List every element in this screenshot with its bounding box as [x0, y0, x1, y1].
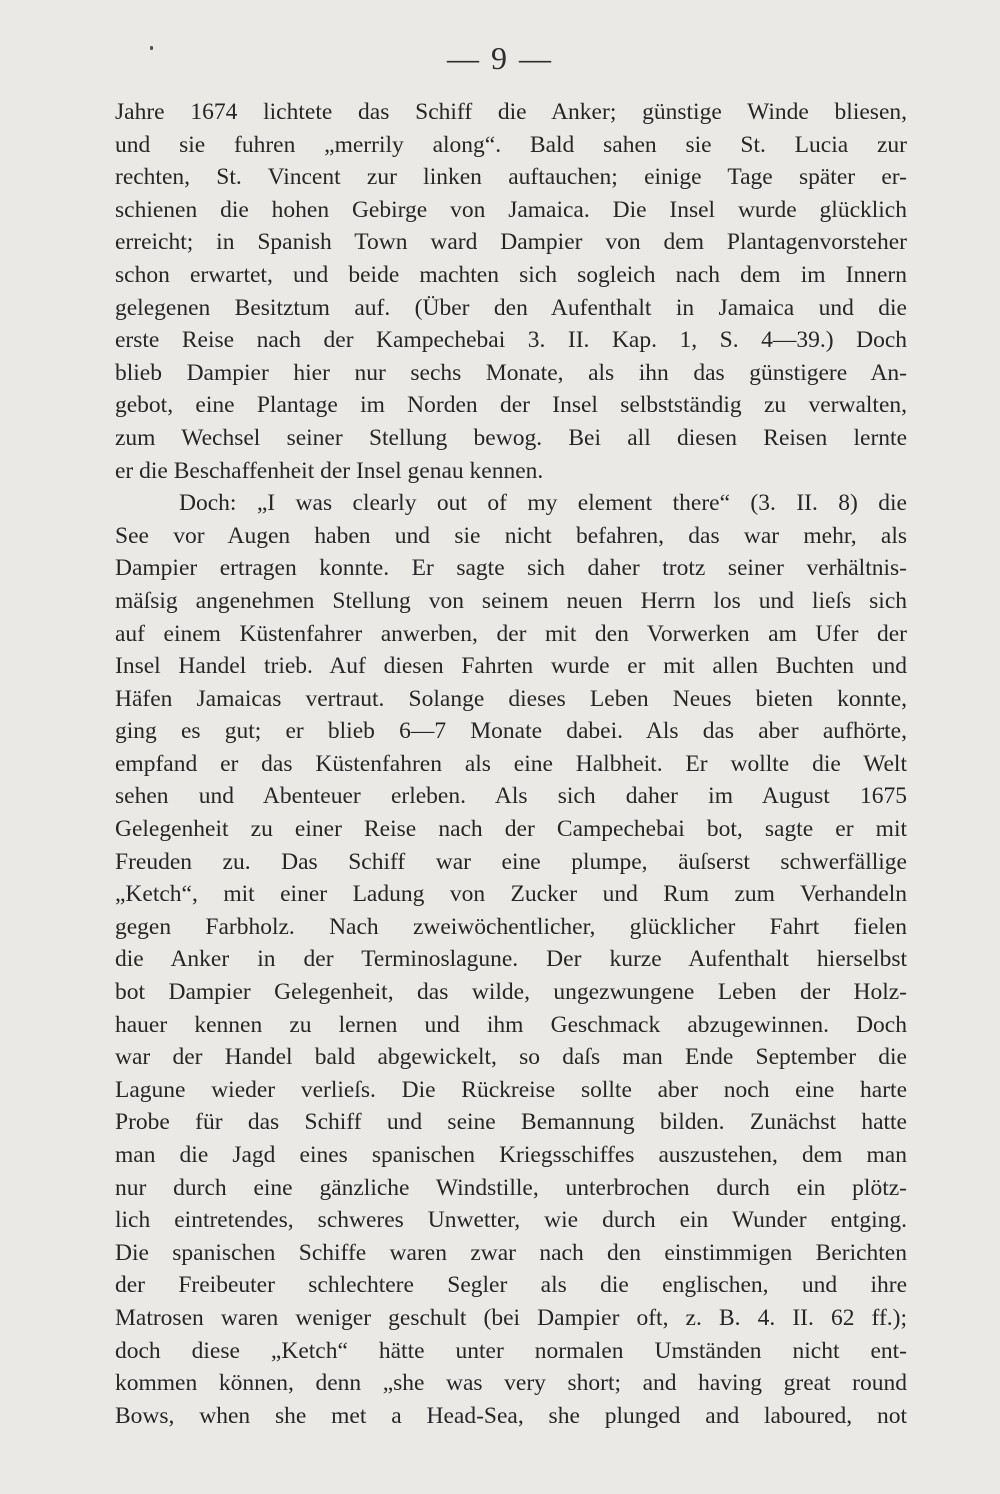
text-line: hauer kennen zu lernen und ihm Geschmack abzugewinnen. Doch	[115, 1011, 907, 1038]
text-line: Bows, when she met a Head-Sea, she plunged and laboured, not	[115, 1402, 907, 1429]
text-line: gegen Farbholz. Nach zweiwöchentlicher, glücklicher Fahrt fielen	[115, 913, 907, 940]
text-line: schon erwartet, und beide machten sich sogleich nach dem im Innern	[115, 261, 907, 288]
paragraph	[115, 96, 907, 487]
text-line: ging es gut; er blieb 6—7 Monate dabei. Als das aber aufhörte,	[115, 718, 907, 745]
text-line: er die Beschaffenheit der Insel genau kennen.	[115, 457, 544, 484]
text-line: kommen können, denn „she was very short; and having great round	[115, 1370, 907, 1397]
text-line: doch diese „Ketch“ hätte unter normalen Umständen nicht ent-	[115, 1337, 907, 1364]
page-number: — 9 —	[447, 40, 553, 76]
text-line: schienen die hohen Gebirge von Jamaica. Die Insel wurde glücklich	[115, 196, 907, 223]
text-line: und sie fuhren „merrily along“. Bald sahen sie St. Lucia zur	[115, 131, 907, 158]
text-line: Insel Handel trieb. Auf diesen Fahrten wurde er mit allen Buchten und	[115, 653, 907, 680]
text-line: auf einem Küstenfahrer anwerben, der mit den Vorwerken am Ufer der	[115, 620, 907, 647]
text-line: Die spanischen Schiffe waren zwar nach den einstimmigen Berichten	[115, 1239, 907, 1266]
text-line: nur durch eine gänzliche Windstille, unterbrochen durch ein plötz-	[115, 1174, 907, 1201]
text-line: bot Dampier Gelegenheit, das wilde, ungezwungene Leben der Holz-	[115, 979, 907, 1006]
text-line: blieb Dampier hier nur sechs Monate, als ihn das günstigere An-	[115, 359, 907, 386]
text-line: sehen und Abenteuer erleben. Als sich daher im August 1675	[115, 783, 907, 810]
text-line: Probe für das Schiff und seine Bemannung bilden. Zunächst hatte	[115, 1109, 907, 1136]
text-line: gebot, eine Plantage im Norden der Insel selbstständig zu verwalten,	[115, 392, 907, 419]
text-line: der Freibeuter schlechtere Segler als die englischen, und ihre	[115, 1272, 907, 1299]
text-line: war der Handel bald abgewickelt, so daſs man Ende September die	[115, 1044, 907, 1071]
body-text	[115, 96, 907, 1432]
text-line: mäſsig angenehmen Stellung von seinem neuen Herrn los und lieſs sich	[115, 587, 907, 614]
text-line: Freuden zu. Das Schiff war eine plumpe, äuſserst schwerfällige	[115, 848, 907, 875]
text-line: erreicht; in Spanish Town ward Dampier von dem Plantagenvorsteher	[115, 229, 907, 256]
text-line: Lagune wieder verlieſs. Die Rückreise sollte aber noch eine harte	[115, 1076, 907, 1103]
text-line: erste Reise nach der Kampechebai 3. II. Kap. 1, S. 4—39.) Doch	[115, 327, 907, 354]
text-line: die Anker in der Terminoslagune. Der kurze Aufenthalt hierselbst	[115, 946, 907, 973]
text-line: lich eintretendes, schweres Unwetter, wie durch ein Wunder entging.	[115, 1207, 907, 1234]
text-line: Häfen Jamaicas vertraut. Solange dieses Leben Neues bieten konnte,	[115, 685, 907, 712]
text-line: Doch: „I was clearly out of my element there“ (3. II. 8) die	[179, 490, 907, 517]
text-line: See vor Augen haben und sie nicht befahren, das war mehr, als	[115, 522, 907, 549]
text-line: Matrosen waren weniger geschult (bei Dampier oft, z. B. 4. II. 62 ff.);	[115, 1304, 907, 1331]
text-line: „Ketch“, mit einer Ladung von Zucker und Rum zum Verhandeln	[115, 881, 907, 908]
text-line: zum Wechsel seiner Stellung bewog. Bei all diesen Reisen lernte	[115, 424, 907, 451]
text-line: rechten, St. Vincent zur linken auftauchen; einige Tage später er-	[115, 164, 907, 191]
text-line: man die Jagd eines spanischen Kriegsschiffes auszustehen, dem man	[115, 1142, 907, 1168]
text-line: Gelegenheit zu einer Reise nach der Campechebai bot, sagte er mit	[115, 816, 907, 843]
paragraph	[115, 487, 907, 1432]
text-line: Dampier ertragen konnte. Er sagte sich daher trotz seiner verhältnis-	[115, 555, 907, 582]
text-line: empfand er das Küstenfahren als eine Halbheit. Er wollte die Welt	[115, 750, 907, 777]
text-line: Jahre 1674 lichtete das Schiff die Anker; günstige Winde bliesen,	[115, 99, 907, 125]
text-line: gelegenen Besitztum auf. (Über den Aufenthalt in Jamaica und die	[115, 294, 907, 321]
